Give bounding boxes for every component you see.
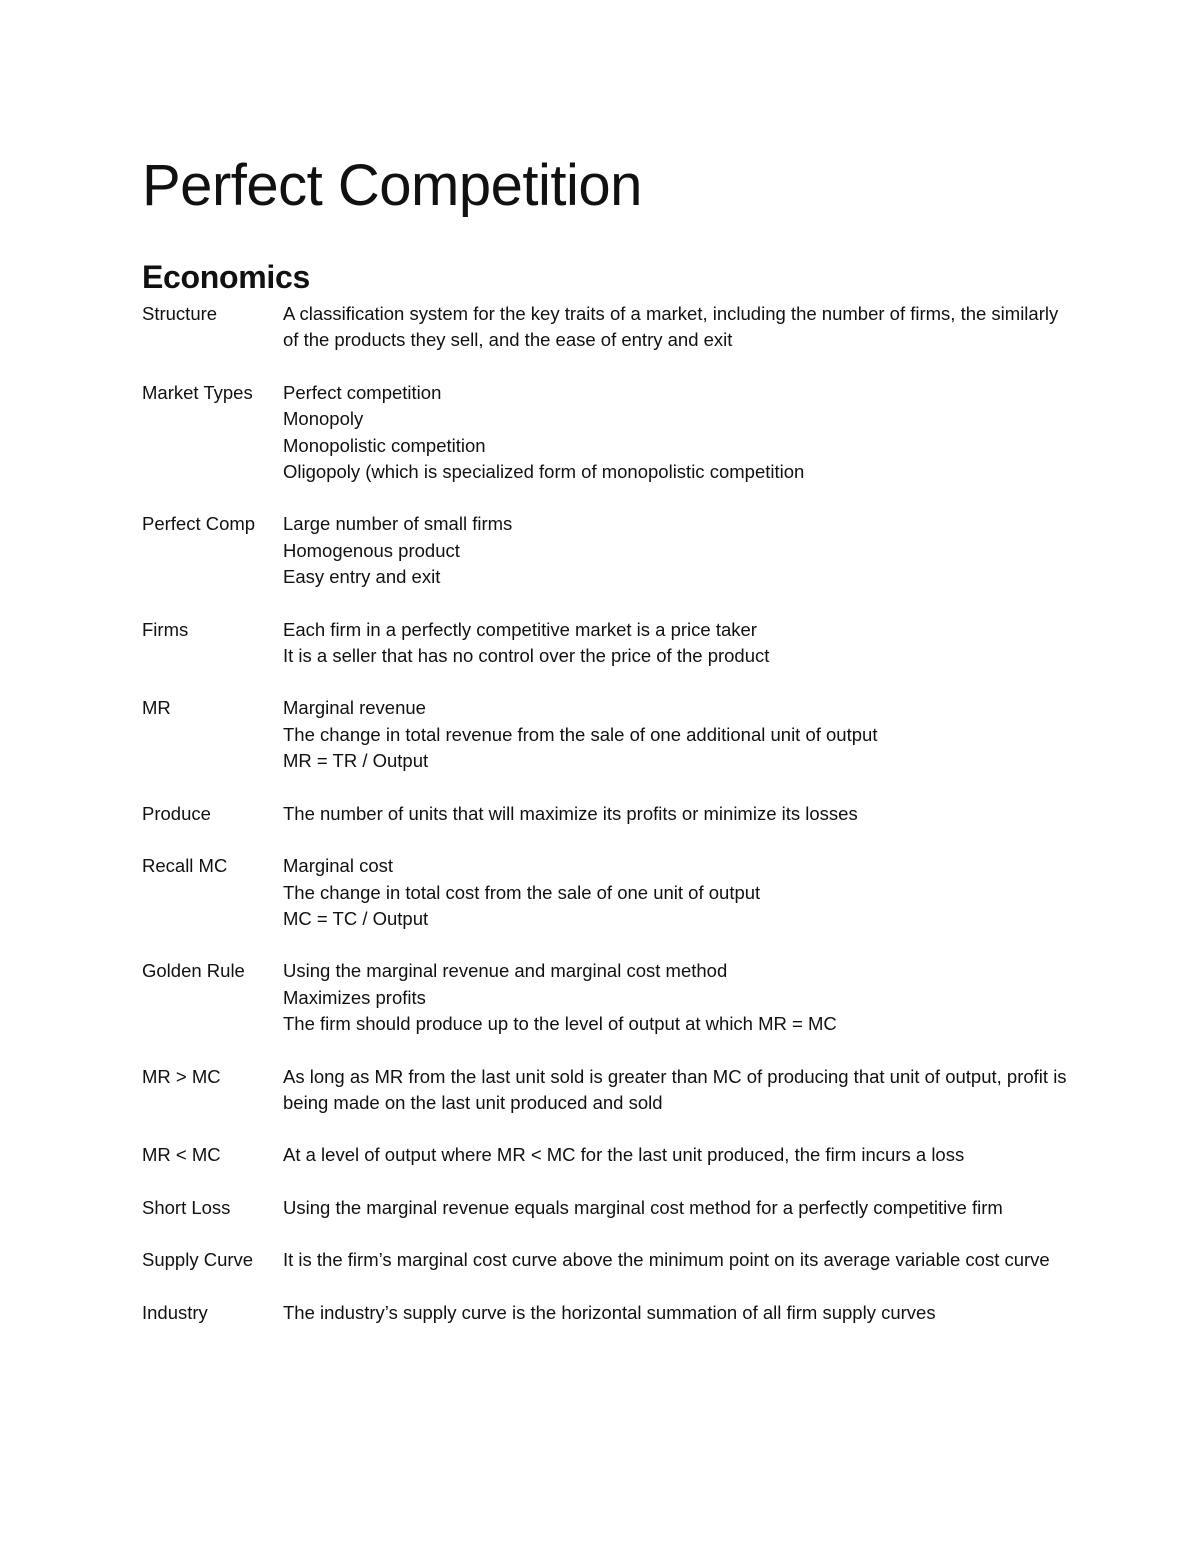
definition-line: Easy entry and exit <box>283 566 441 588</box>
definition-line: It is a seller that has no control over the price of the product <box>283 645 770 667</box>
term-label: MR > MC <box>142 1065 221 1087</box>
term-label: Industry <box>142 1301 208 1323</box>
definition-line: A classification system for the key traits of a market, including the number of firms, the similarly of the products they sell, and the ease of entry and exit <box>283 303 1059 351</box>
term-label: Structure <box>142 303 218 324</box>
term-row <box>142 301 1072 354</box>
definition-line: The number of units that will maximize its profits or minimize its losses <box>283 802 858 824</box>
term-row <box>142 1247 1072 1273</box>
term-row <box>142 1142 1072 1168</box>
term-label: MR <box>142 697 171 719</box>
term-row <box>142 1195 1072 1221</box>
term-definition <box>283 301 1072 354</box>
definition-line: Monopolistic competition <box>283 434 486 456</box>
term-definition <box>283 853 1072 932</box>
definition-line: Marginal cost <box>283 855 394 877</box>
definition-line: At a level of output where MR < MC for the last unit produced, the firm incurs a loss <box>283 1144 965 1166</box>
definition-line: As long as MR from the last unit sold is greater than MC of producing that unit of output, profit is being made on the last unit produced and sold <box>283 1065 1067 1113</box>
term-list <box>142 301 1072 1326</box>
definition-line: The industry’s supply curve is the horizontal summation of all firm supply curves <box>283 1301 936 1323</box>
term-label: Supply Curve <box>142 1249 254 1271</box>
term-label: Golden Rule <box>142 960 245 982</box>
definition-line: Monopoly <box>283 408 364 430</box>
definition-line: Homogenous product <box>283 539 460 561</box>
term-row <box>142 617 1072 670</box>
term-definition <box>283 695 1072 774</box>
term-label: Produce <box>142 802 211 824</box>
term-definition <box>283 1300 1072 1326</box>
definition-line: Each firm in a perfectly competitive market is a price taker <box>283 618 757 640</box>
definition-line: MC = TC / Output <box>283 907 429 929</box>
term-label: Perfect Comp <box>142 513 256 535</box>
term-definition <box>283 1064 1072 1117</box>
term-definition <box>283 1247 1072 1273</box>
section-heading: Economics <box>142 259 311 295</box>
term-row <box>142 511 1072 590</box>
definition-line: Oligopoly (which is specialized form of monopolistic competition <box>283 461 805 483</box>
term-row <box>142 853 1072 932</box>
definition-line: Using the marginal revenue and marginal cost method <box>283 960 728 982</box>
term-definition <box>283 801 1072 827</box>
term-definition <box>283 511 1072 590</box>
definition-line: The firm should produce up to the level of output at which MR = MC <box>283 1013 837 1035</box>
term-definition <box>283 617 1072 670</box>
term-label: Short Loss <box>142 1196 231 1218</box>
term-definition <box>283 380 1072 486</box>
term-row <box>142 1300 1072 1326</box>
definition-line: Maximizes profits <box>283 986 426 1008</box>
term-label: Firms <box>142 618 189 640</box>
definition-line: It is the firm’s marginal cost curve above the minimum point on its average variable cost curve <box>283 1249 1050 1271</box>
definition-line: Marginal revenue <box>283 697 426 719</box>
definition-line: Perfect competition <box>283 381 442 403</box>
term-definition <box>283 958 1072 1037</box>
definition-line: Large number of small firms <box>283 513 513 535</box>
page-title: Perfect Competition <box>142 153 642 218</box>
term-definition <box>283 1195 1072 1221</box>
term-row <box>142 1064 1072 1117</box>
term-label: Recall MC <box>142 855 228 877</box>
definition-line: MR = TR / Output <box>283 750 429 772</box>
term-label: MR < MC <box>142 1144 221 1166</box>
term-row <box>142 380 1072 486</box>
term-label: Market Types <box>142 381 253 403</box>
definition-line: Using the marginal revenue equals marginal cost method for a perfectly competitive firm <box>283 1196 1003 1218</box>
term-row <box>142 958 1072 1037</box>
document-page <box>142 148 1072 1352</box>
term-row <box>142 695 1072 774</box>
term-definition <box>283 1142 1072 1168</box>
definition-line: The change in total revenue from the sale of one additional unit of output <box>283 723 878 745</box>
definition-line: The change in total cost from the sale of one unit of output <box>283 881 761 903</box>
term-row <box>142 801 1072 827</box>
